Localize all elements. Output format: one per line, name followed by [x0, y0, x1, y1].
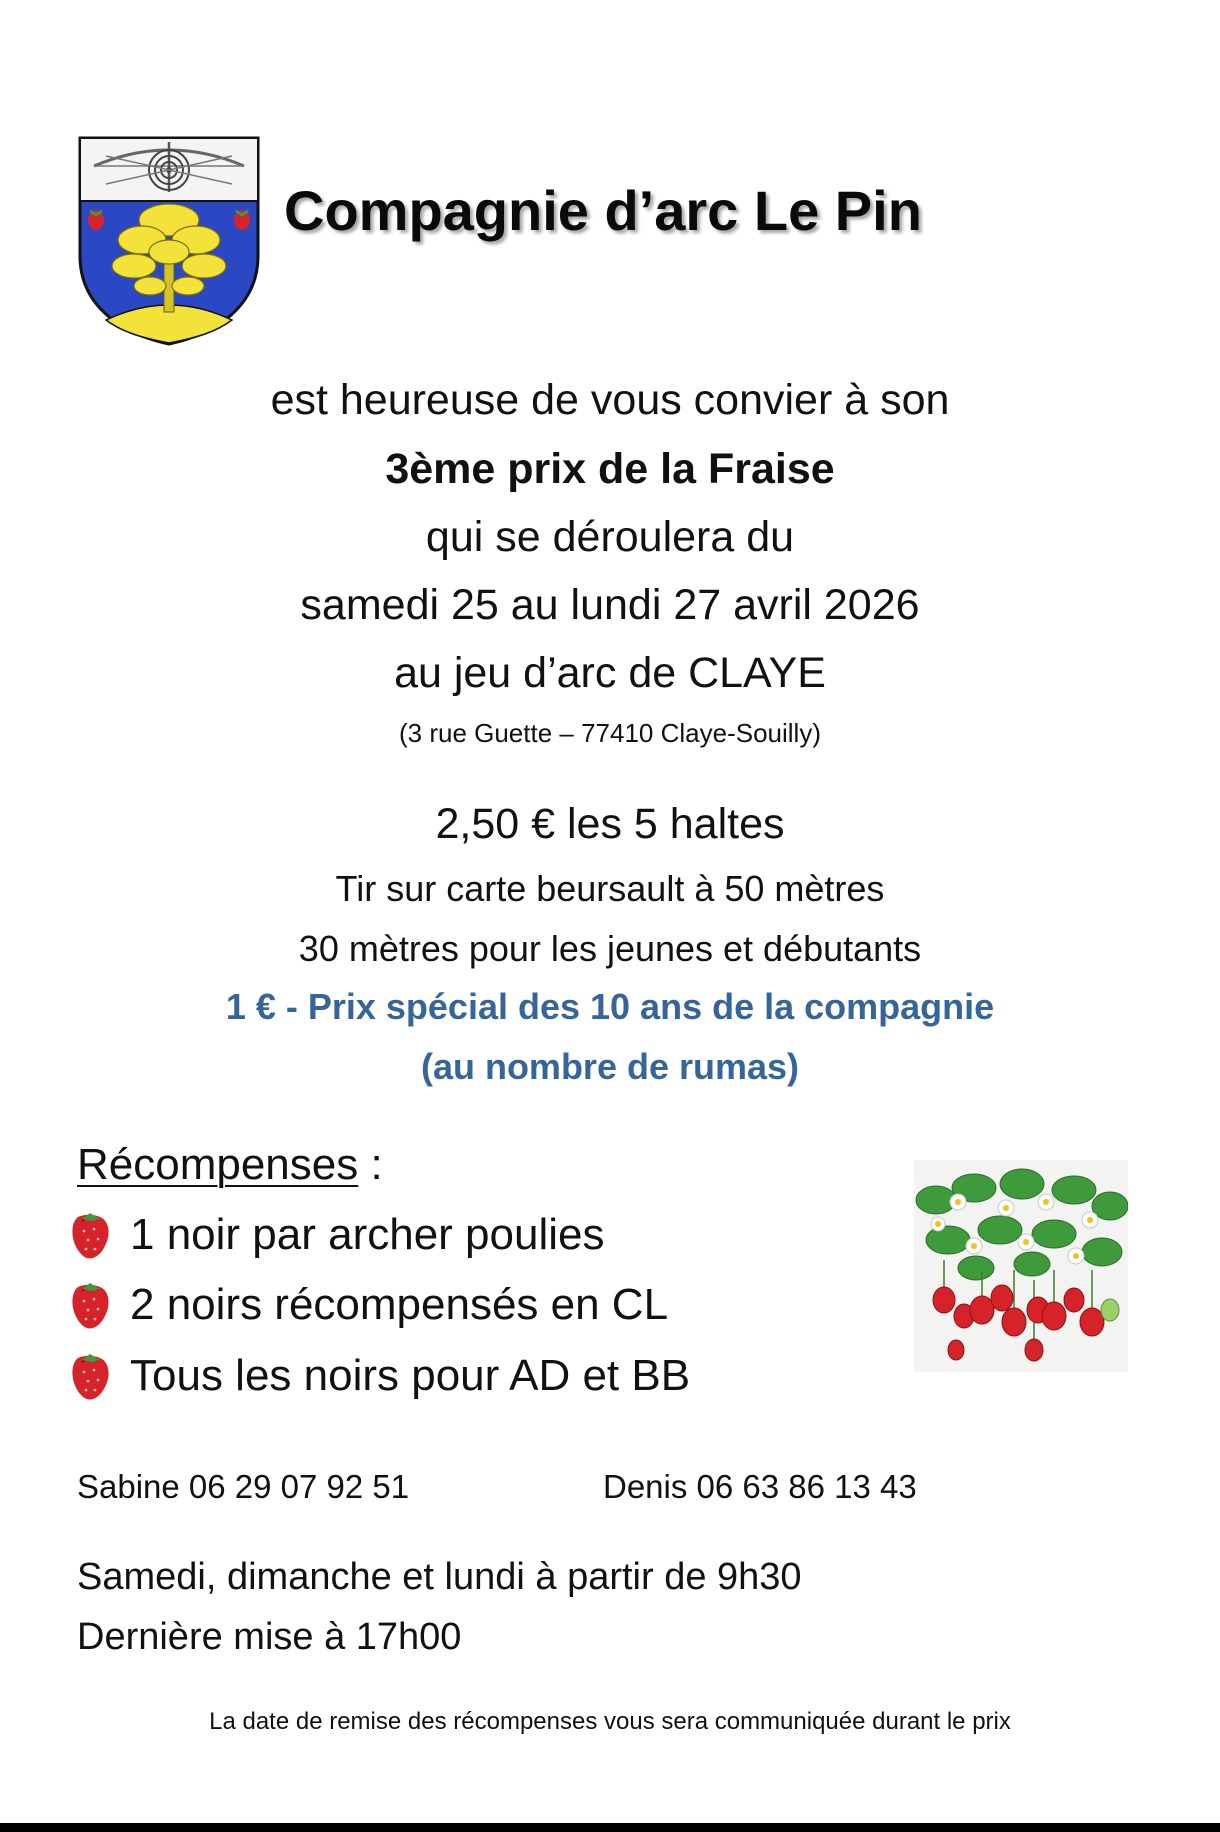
event-venue: au jeu d’arc de CLAYE — [394, 649, 826, 697]
bottom-divider — [0, 1823, 1220, 1832]
reward-item — [68, 1205, 604, 1265]
venue-address: (3 rue Guette – 77410 Claye-Souilly) — [398, 718, 821, 748]
rewards-heading-label: Récompenses — [77, 1140, 359, 1189]
reward-item — [68, 1346, 690, 1406]
club-crest-icon — [76, 136, 262, 348]
footer-note: La date de remise des récompenses vous sera communiquée durant le prix — [209, 1708, 1011, 1735]
event-name: 3ème prix de la Fraise — [385, 445, 835, 493]
strawberry-icon — [68, 1279, 112, 1331]
strawberry-icon — [68, 1350, 112, 1402]
page-title: Compagnie d’arc Le Pin — [284, 179, 922, 242]
last-entry-time: Dernière mise à 17h00 — [77, 1616, 462, 1658]
special-prize-note: (au nombre de rumas) — [420, 1046, 800, 1087]
price-line: 2,50 € les 5 haltes — [435, 800, 785, 848]
reward-item — [68, 1275, 668, 1335]
rewards-heading — [77, 1140, 383, 1190]
reward-text: Tous les noirs pour AD et BB — [130, 1351, 691, 1400]
contact-denis: Denis 06 63 86 13 43 — [603, 1468, 917, 1505]
event-dates: samedi 25 au lundi 27 avril 2026 — [300, 581, 920, 629]
youth-distance-line: 30 mètres pour les jeunes et débutants — [298, 928, 922, 969]
contact-sabine: Sabine 06 29 07 92 51 — [77, 1468, 410, 1505]
special-prize-line: 1 € - Prix spécial des 10 ans de la compagnie — [225, 986, 995, 1027]
strawberry-plant-image — [914, 1160, 1128, 1372]
reward-text: 2 noirs récompensés en CL — [130, 1280, 669, 1329]
strawberry-icon — [68, 1209, 112, 1261]
invitation-intro: est heureuse de vous convier à son — [270, 376, 950, 424]
event-intro-dates: qui se déroulera du — [425, 513, 795, 561]
reward-text: 1 noir par archer poulies — [130, 1210, 605, 1259]
rewards-heading-colon: : — [358, 1140, 383, 1189]
opening-hours: Samedi, dimanche et lundi à partir de 9h30 — [77, 1556, 802, 1598]
target-distance-line: Tir sur carte beursault à 50 mètres — [335, 868, 885, 909]
